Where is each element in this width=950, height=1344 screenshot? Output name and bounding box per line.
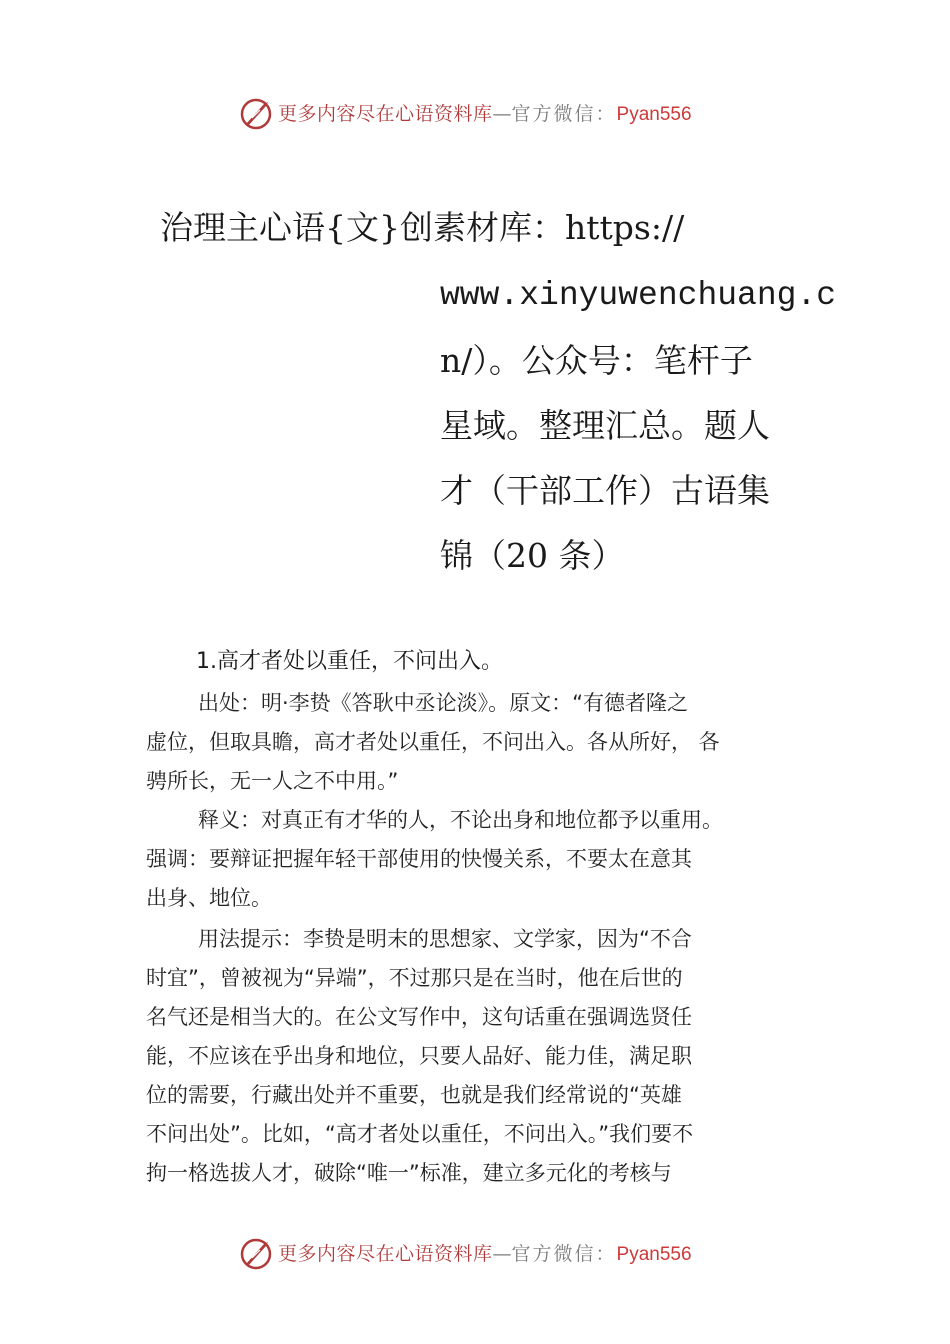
footer-banner bbox=[0, 1232, 950, 1276]
usage-paragraph bbox=[146, 920, 826, 1193]
source-line: 虚位，但取具瞻，高才者处以重任，不问出入。各从所好， 各 bbox=[146, 730, 720, 754]
meaning-line: 出身、地位。 bbox=[146, 886, 272, 910]
banner-brand: 更多内容尽在心语资料库 bbox=[278, 103, 493, 125]
banner-brand: 更多内容尽在心语资料库 bbox=[278, 1243, 493, 1265]
usage-line: 用法提示：李贽是明末的思想家、文学家，因为“不合 bbox=[198, 927, 692, 951]
usage-line: 名气还是相当大的。在公文写作中，这句话重在强调选贤任 bbox=[146, 1005, 692, 1029]
title-line-1: 治理主心语{文}创素材库：https:// bbox=[160, 208, 685, 247]
title-line-3: n/）。公众号：笔杆子 bbox=[440, 341, 753, 380]
title-line-6: 锦（20 条） bbox=[440, 536, 625, 575]
banner-wechat-label: 官方微信： bbox=[511, 1243, 617, 1265]
banner-dash: — bbox=[492, 103, 512, 125]
banner-wechat-id: Pyan556 bbox=[616, 1244, 692, 1265]
quill-logo-icon bbox=[238, 1236, 274, 1272]
usage-line: 能，不应该在乎出身和地位，只要人品好、能力佳，满足职 bbox=[146, 1044, 692, 1068]
item-heading: 1.高才者处以重任，不问出入。 bbox=[196, 649, 503, 674]
header-banner bbox=[0, 92, 950, 136]
usage-line: 时宜”，曾被视为“异端”，不过那只是在当时，他在后世的 bbox=[146, 966, 683, 990]
title-line-4: 星域。整理汇总。题人 bbox=[440, 406, 770, 445]
title-line-2: www.xinyuwenchuang.c bbox=[440, 277, 837, 314]
banner-wechat-id: Pyan556 bbox=[616, 104, 692, 125]
banner-wechat-label: 官方微信： bbox=[511, 103, 617, 125]
source-line: 骋所长，无一人之不中用。” bbox=[146, 769, 399, 793]
meaning-line: 释义：对真正有才华的人，不论出身和地位都予以重用。 bbox=[198, 808, 723, 832]
usage-line: 拘一格选拔人才，破除“唯一”标准，建立多元化的考核与 bbox=[146, 1161, 672, 1185]
banner-text bbox=[278, 1242, 692, 1267]
meaning-line: 强调：要辩证把握年轻干部使用的快慢关系，不要太在意其 bbox=[146, 847, 692, 871]
banner-dash: — bbox=[492, 1243, 512, 1265]
usage-line: 位的需要，行藏出处并不重要，也就是我们经常说的“英雄 bbox=[146, 1083, 682, 1107]
meaning-paragraph bbox=[146, 801, 826, 918]
quill-logo-icon bbox=[238, 96, 274, 132]
usage-line: 不问出处”。比如，“高才者处以重任，不问出入。”我们要不 bbox=[146, 1122, 694, 1146]
source-paragraph bbox=[146, 684, 826, 801]
source-line: 出处：明·李贽《答耿中丞论淡》。原文：“有德者隆之 bbox=[198, 691, 689, 715]
title-line-5: 才（干部工作）古语集 bbox=[440, 471, 770, 510]
banner-text bbox=[278, 102, 692, 127]
